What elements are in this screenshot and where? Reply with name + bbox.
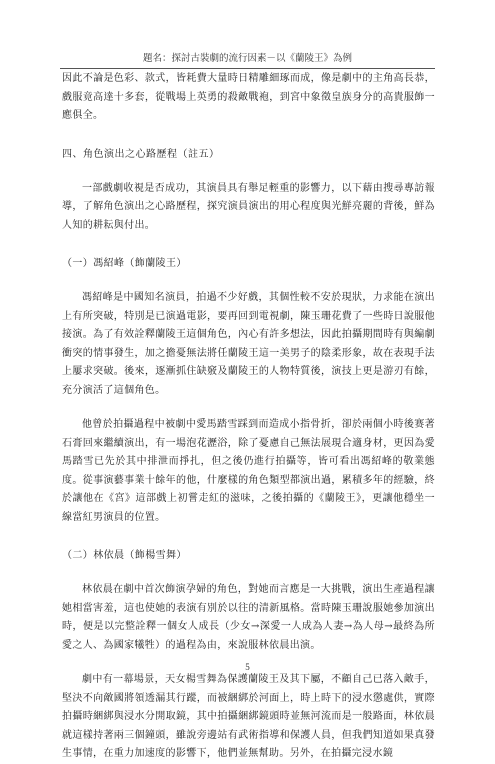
running-header: 題名：探討古裝劇的流行因素－以《蘭陵王》為例 — [60, 50, 435, 69]
intro-paragraph: 因此不論是色彩、款式，皆耗費大量時日精雕細琢而成，像是劇中的主角高長恭，戲服竟高達十多套，從戰場上英勇的殺敵戰袍，到宮中象徵皇族身分的高貴服飾一應俱全。 — [62, 73, 435, 121]
spacer — [62, 565, 435, 581]
lin-paragraph-2: 劇中有一幕場景，天女楊雪舞為保護蘭陵王及其下屬，不顧自己已落入敵手，堅決不向敵國將領透漏其行蹤，而被綑綁於河面上，時上時下的浸水懲處供，實際拍攝時綑綁與浸水分開取鏡，其中拍攝綑綁鏡頭時並無河流而是一般路面，林依晨就這樣持著兩三個鐘頭，雖說旁邊站有武術指導和保護人員，但我們知道如果真發生事情，在重力加速度的影響下，他們並無幫助。另外，在拍攝完浸水鏡 — [62, 674, 435, 759]
page-content — [62, 70, 435, 764]
subsection-heading-lin: （二）林依晨（飾楊雪舞） — [62, 550, 187, 561]
lin-paragraph-1: 林依晨在劇中首次飾演孕婦的角色，對她而言應是一大挑戰，演出生產過程讓她相當害羞，這也使她的表演有別於以往的清新風格。當時陳玉珊說服她參加演出時，便是以完整詮釋一個女人成長（少女→深愛一人成為人妻→為人母→最終為所愛之人、為國家犧牲）的過程為由，來說服林依晨出演。 — [62, 584, 435, 651]
feng-paragraph-2: 他曾於拍攝過程中被劇中愛馬踏雪踩到而造成小指骨折，卻於兩個小時後赛著石膏回來繼續演出，有一場泡花瀝浴，除了憂慮自己無法展現合適身材，更因為愛馬踏雪已先於其中排泄而掙扎，但之後仍進行拍攝等，皆可看出馮紹峰的敬業態度。從事演藝事業十餘年的他，什麼樣的角色類型都演出過，累積多年的經驗，終於讓他在《宮》這部戲上初嘗走紅的滋味，之後拍攝的《蘭陵王》，更讓他穩坐一線當紅男演員的位置。 — [62, 419, 435, 523]
spacer — [62, 235, 435, 255]
spacer — [62, 527, 435, 547]
feng-paragraph-1: 馮紹峰是中國知名演員，拍過不少好戲，其個性較不安於現狀，力求能在演出上有所突破，特別是已演過電影，要再回到電視劇，陳玉珊花費了一些時日說服他接演。為了有效詮釋蘭陵王這個角色，內心有許多想法，因此拍攝期間時有與編劇衝突的情事發生，加之擔憂無法將任蘭陵王這一美男子的陰柔形象，故在表現手法上屢求突破。後來，逐漸抓住缺竅及蘭陵王的人物特質後，演技上更是游刃有餘，充分演活了這個角色。 — [62, 292, 435, 396]
spacer — [62, 164, 435, 180]
subsection-heading-feng: （一）馮紹峰（飾蘭陵王） — [62, 258, 187, 269]
spacer — [62, 400, 435, 416]
spacer — [62, 126, 435, 146]
section-paragraph: 一部戲劇收視是否成功，其演員具有舉足輕重的影響力，以下藉由搜尋專訪報導，了解角色演出之心路歷程，探究演員演出的用心程度與光鮮亮麗的背後，鮮為人知的耕耘與付出。 — [62, 182, 435, 231]
section-heading: 四、角色演出之心路歷程（註五） — [62, 148, 220, 160]
page-number: 5 — [245, 662, 250, 672]
spacer — [62, 273, 435, 289]
